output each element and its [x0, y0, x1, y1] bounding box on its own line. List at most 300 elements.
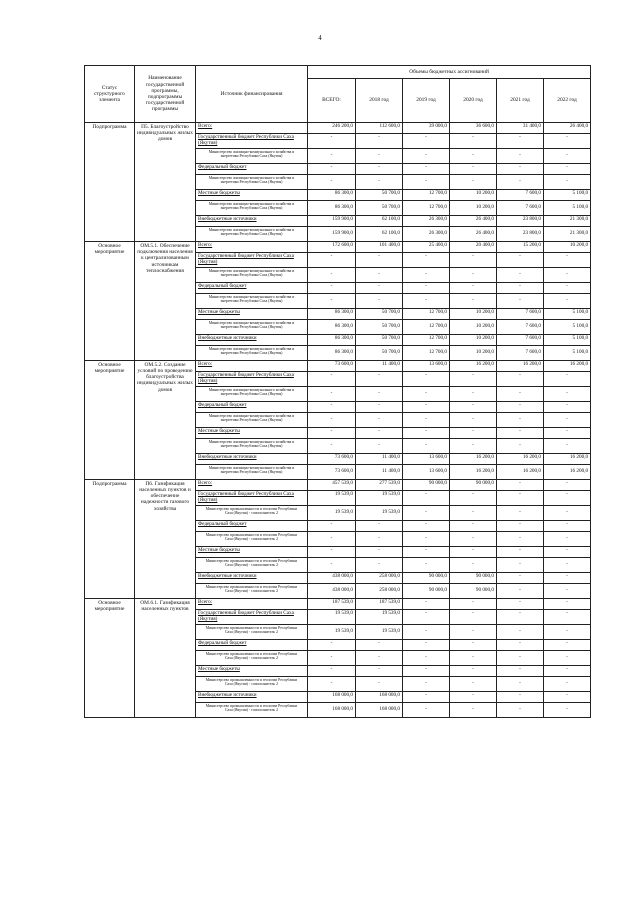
amount-year: 5 100,0 — [544, 189, 591, 200]
amount-year: - — [497, 691, 544, 702]
amount-year: - — [497, 702, 544, 717]
amount-year: 26 400,0 — [544, 123, 591, 134]
page-number: 4 — [318, 34, 322, 42]
amount-total: 86 300,0 — [308, 319, 356, 334]
funding-source: Внебюджетные источники — [196, 334, 308, 345]
amount-year: 39 000,0 — [403, 123, 450, 134]
amount-year: - — [544, 609, 591, 624]
responsible-executor: Министерство жилищно-коммунального хозяйства и энергетики Республики Саха (Якутия) — [196, 345, 308, 360]
amount-year: 21 300,0 — [544, 226, 591, 241]
amount-total: 86 300,0 — [308, 308, 356, 319]
funding-source: Местные бюджеты — [196, 546, 308, 557]
amount-year: - — [403, 505, 450, 520]
amount-year: - — [356, 267, 403, 282]
amount-year: - — [403, 624, 450, 639]
amount-year: 16 200,0 — [544, 453, 591, 464]
funding-source: Местные бюджеты — [196, 665, 308, 676]
funding-source: Федеральный бюджет — [196, 163, 308, 174]
amount-year: 168 000,0 — [356, 702, 403, 717]
table-row — [85, 241, 591, 252]
amount-year: 50 700,0 — [356, 308, 403, 319]
funding-source: Всего: — [196, 598, 308, 609]
amount-year: - — [544, 624, 591, 639]
amount-year: 12 700,0 — [403, 189, 450, 200]
amount-year: 25 400,0 — [403, 241, 450, 252]
amount-year: - — [450, 282, 497, 293]
amount-total: - — [308, 639, 356, 650]
amount-year: - — [450, 557, 497, 572]
amount-year: - — [403, 282, 450, 293]
amount-year: 11 400,0 — [356, 453, 403, 464]
amount-year: 62 100,0 — [356, 215, 403, 226]
amount-year: 5 100,0 — [544, 334, 591, 345]
amount-year: 7 600,0 — [497, 319, 544, 334]
structural-element-status: Основное мероприятие — [85, 598, 135, 717]
amount-total: - — [308, 676, 356, 691]
amount-year: - — [356, 148, 403, 163]
amount-total: 187 539,0 — [308, 598, 356, 609]
amount-year: - — [450, 609, 497, 624]
amount-total: 19 539,0 — [308, 490, 356, 505]
amount-year: 112 600,0 — [356, 123, 403, 134]
amount-year: - — [544, 427, 591, 438]
amount-year: 7 600,0 — [497, 345, 544, 360]
amount-year: - — [403, 531, 450, 546]
funding-source: Государственный бюджет Республики Саха (Якутия) — [196, 371, 308, 386]
amount-year: 62 100,0 — [356, 226, 403, 241]
amount-total: - — [308, 520, 356, 531]
funding-source: Внебюджетные источники — [196, 572, 308, 583]
amount-total: - — [308, 282, 356, 293]
amount-year: - — [450, 665, 497, 676]
amount-year: - — [497, 572, 544, 583]
header-budget-volume: Объемы бюджетных ассигнований — [308, 66, 591, 79]
amount-year: - — [497, 624, 544, 639]
amount-year: - — [497, 665, 544, 676]
amount-year: - — [403, 650, 450, 665]
funding-source: Всего: — [196, 479, 308, 490]
amount-year: - — [450, 252, 497, 267]
responsible-executor: Министерство промышленности и геологии Республики Саха (Якутия) - соисполнитель 2 — [196, 702, 308, 717]
amount-year: 50 700,0 — [356, 319, 403, 334]
amount-year: 50 700,0 — [356, 345, 403, 360]
amount-total: - — [308, 267, 356, 282]
amount-total: - — [308, 293, 356, 308]
amount-year: - — [403, 163, 450, 174]
amount-year: 15 200,0 — [497, 241, 544, 252]
funding-source: Всего: — [196, 123, 308, 134]
amount-year: - — [403, 267, 450, 282]
amount-total: 172 600,0 — [308, 241, 356, 252]
amount-year: - — [403, 665, 450, 676]
amount-year: - — [497, 134, 544, 149]
responsible-executor: Министерство жилищно-коммунального хозяйства и энергетики Республики Саха (Якутия) — [196, 386, 308, 401]
amount-year: - — [497, 282, 544, 293]
amount-year: 50 700,0 — [356, 200, 403, 215]
header-year: 2018 год — [356, 79, 403, 123]
responsible-executor: Министерство промышленности и геологии Республики Саха (Якутия) - соисполнитель 2 — [196, 676, 308, 691]
amount-total: 159 900,0 — [308, 226, 356, 241]
amount-total: 73 600,0 — [308, 360, 356, 371]
amount-year: - — [356, 134, 403, 149]
amount-total: 438 000,0 — [308, 572, 356, 583]
amount-year: 10 200,0 — [450, 345, 497, 360]
amount-total: 168 000,0 — [308, 691, 356, 702]
amount-year: - — [544, 163, 591, 174]
amount-year: - — [497, 412, 544, 427]
amount-year: 90 000,0 — [450, 583, 497, 598]
responsible-executor: Министерство жилищно-коммунального хозяйства и энергетики Республики Саха (Якутия) — [196, 319, 308, 334]
amount-year: - — [356, 412, 403, 427]
amount-total: - — [308, 427, 356, 438]
header-year: 2022 год — [544, 79, 591, 123]
amount-year: 5 100,0 — [544, 200, 591, 215]
amount-total: 168 000,0 — [308, 702, 356, 717]
amount-year: - — [356, 520, 403, 531]
amount-year: - — [450, 401, 497, 412]
amount-year: - — [497, 676, 544, 691]
amount-year: - — [497, 427, 544, 438]
amount-year: - — [497, 163, 544, 174]
funding-source: Государственный бюджет Республики Саха (Якутия) — [196, 252, 308, 267]
amount-year: - — [450, 386, 497, 401]
amount-year: - — [544, 650, 591, 665]
responsible-executor: Министерство жилищно-коммунального хозяйства и энергетики Республики Саха (Якутия) — [196, 267, 308, 282]
amount-year: 10 200,0 — [450, 189, 497, 200]
structural-element-status: Подпрограмма — [85, 479, 135, 598]
amount-year: - — [544, 267, 591, 282]
header-status: Статус структурного элемента — [85, 66, 135, 123]
budget-body — [85, 123, 591, 718]
header-total: ВСЕГО: — [308, 79, 356, 123]
amount-total: 86 300,0 — [308, 345, 356, 360]
amount-year: 12 700,0 — [403, 308, 450, 319]
responsible-executor: Министерство жилищно-коммунального хозяйства и энергетики Республики Саха (Якутия) — [196, 148, 308, 163]
amount-year: 19 539,0 — [356, 609, 403, 624]
funding-source: Государственный бюджет Республики Саха (Якутия) — [196, 490, 308, 505]
amount-year: - — [403, 293, 450, 308]
amount-year: 23 800,0 — [497, 226, 544, 241]
funding-source: Внебюджетные источники — [196, 691, 308, 702]
amount-year: - — [497, 520, 544, 531]
amount-year: 10 200,0 — [450, 319, 497, 334]
amount-year: - — [544, 282, 591, 293]
amount-year: 31 400,0 — [497, 123, 544, 134]
amount-year: 10 200,0 — [450, 200, 497, 215]
amount-year: - — [450, 520, 497, 531]
amount-year: 13 600,0 — [403, 453, 450, 464]
amount-total: - — [308, 371, 356, 386]
responsible-executor: Министерство промышленности и геологии Республики Саха (Якутия) - соисполнитель 2 — [196, 557, 308, 572]
program-name: ОМ.5.2. Создание условий по проведению благоустройства индивидуальных жилых домов — [135, 360, 196, 479]
amount-year: 7 600,0 — [497, 334, 544, 345]
amount-year: 12 700,0 — [403, 334, 450, 345]
amount-year: 7 600,0 — [497, 189, 544, 200]
amount-year: - — [450, 676, 497, 691]
funding-source: Федеральный бюджет — [196, 401, 308, 412]
amount-year: 21 300,0 — [544, 215, 591, 226]
amount-year: - — [403, 134, 450, 149]
amount-year: 258 000,0 — [356, 572, 403, 583]
amount-year: - — [544, 702, 591, 717]
amount-year: - — [403, 490, 450, 505]
amount-year: - — [544, 546, 591, 557]
amount-total: - — [308, 252, 356, 267]
amount-year: 90 000,0 — [403, 479, 450, 490]
amount-year: - — [403, 174, 450, 189]
amount-year: 90 000,0 — [403, 583, 450, 598]
amount-year: - — [450, 267, 497, 282]
amount-total: 86 300,0 — [308, 189, 356, 200]
header-year: 2019 год — [403, 79, 450, 123]
amount-year: - — [450, 546, 497, 557]
amount-year: - — [403, 702, 450, 717]
amount-total: - — [308, 531, 356, 546]
structural-element-status: Основное мероприятие — [85, 241, 135, 360]
amount-year: 168 000,0 — [356, 691, 403, 702]
amount-year: - — [450, 702, 497, 717]
amount-year: - — [544, 438, 591, 453]
structural-element-status: Основное мероприятие — [85, 360, 135, 479]
amount-total: - — [308, 134, 356, 149]
amount-year: - — [450, 598, 497, 609]
amount-year: - — [450, 691, 497, 702]
amount-year: 12 700,0 — [403, 200, 450, 215]
responsible-executor: Министерство жилищно-коммунального хозяйства и энергетики Республики Саха (Якутия) — [196, 412, 308, 427]
amount-year: - — [356, 386, 403, 401]
amount-total: 159 900,0 — [308, 215, 356, 226]
amount-year: - — [544, 252, 591, 267]
amount-year: - — [356, 174, 403, 189]
amount-year: - — [544, 572, 591, 583]
amount-year: 101 400,0 — [356, 241, 403, 252]
amount-year: - — [544, 148, 591, 163]
amount-year: 90 000,0 — [450, 479, 497, 490]
amount-total: 457 539,0 — [308, 479, 356, 490]
amount-year: - — [544, 505, 591, 520]
amount-total: - — [308, 546, 356, 557]
amount-year: - — [544, 479, 591, 490]
amount-year: - — [403, 148, 450, 163]
funding-source: Федеральный бюджет — [196, 639, 308, 650]
funding-source: Федеральный бюджет — [196, 282, 308, 293]
amount-year: - — [356, 546, 403, 557]
amount-year: 13 600,0 — [403, 360, 450, 371]
amount-year: 16 200,0 — [497, 464, 544, 479]
amount-year: - — [356, 557, 403, 572]
funding-source: Всего: — [196, 241, 308, 252]
amount-year: 50 700,0 — [356, 189, 403, 200]
amount-year: 5 100,0 — [544, 308, 591, 319]
funding-source: Внебюджетные источники — [196, 215, 308, 226]
amount-year: - — [403, 401, 450, 412]
amount-total: - — [308, 386, 356, 401]
amount-total: 19 539,0 — [308, 624, 356, 639]
budget-table — [84, 65, 591, 718]
program-name: П6. Газификация населенных пунктов и обеспечение надежности газового хозяйства — [135, 479, 196, 598]
amount-year: - — [544, 293, 591, 308]
table-row — [85, 360, 591, 371]
amount-year: - — [403, 598, 450, 609]
amount-total: 73 600,0 — [308, 464, 356, 479]
amount-year: - — [544, 598, 591, 609]
amount-year: - — [544, 691, 591, 702]
amount-year: - — [544, 134, 591, 149]
amount-year: - — [497, 583, 544, 598]
program-name: ОМ.6.1. Газификация населенных пунктов — [135, 598, 196, 717]
program-name: ОМ.5.1. Обеспечение подключения населения к централизованным источникам теплоснабжения — [135, 241, 196, 360]
amount-year: 5 100,0 — [544, 319, 591, 334]
amount-year: - — [497, 650, 544, 665]
amount-year: - — [356, 282, 403, 293]
amount-year: - — [356, 252, 403, 267]
amount-year: - — [544, 401, 591, 412]
amount-year: 90 000,0 — [403, 572, 450, 583]
amount-year: - — [497, 598, 544, 609]
amount-year: 10 200,0 — [544, 241, 591, 252]
header-year: 2020 год — [450, 79, 497, 123]
table-row — [85, 123, 591, 134]
amount-year: 10 200,0 — [450, 308, 497, 319]
amount-year: - — [356, 293, 403, 308]
amount-year: - — [450, 490, 497, 505]
amount-year: - — [544, 676, 591, 691]
amount-year: 26 400,0 — [450, 226, 497, 241]
amount-year: 12 700,0 — [403, 319, 450, 334]
amount-year: - — [497, 479, 544, 490]
amount-year: - — [403, 639, 450, 650]
program-name: П5. Благоустройство индивидуальных жилых домов — [135, 123, 196, 242]
structural-element-status: Подпрограмма — [85, 123, 135, 242]
amount-year: - — [450, 293, 497, 308]
responsible-executor: Министерство жилищно-коммунального хозяйства и энергетики Республики Саха (Якутия) — [196, 226, 308, 241]
amount-year: - — [403, 557, 450, 572]
amount-year: - — [403, 438, 450, 453]
amount-year: - — [497, 557, 544, 572]
funding-source: Местные бюджеты — [196, 308, 308, 319]
amount-year: - — [356, 438, 403, 453]
amount-year: - — [544, 557, 591, 572]
amount-year: - — [356, 639, 403, 650]
amount-year: 7 600,0 — [497, 308, 544, 319]
amount-year: - — [403, 676, 450, 691]
amount-year: - — [450, 412, 497, 427]
amount-total: - — [308, 148, 356, 163]
amount-year: - — [497, 174, 544, 189]
funding-source: Федеральный бюджет — [196, 520, 308, 531]
amount-year: - — [544, 531, 591, 546]
amount-total: 86 300,0 — [308, 334, 356, 345]
amount-total: - — [308, 665, 356, 676]
amount-total: 73 600,0 — [308, 453, 356, 464]
funding-source: Местные бюджеты — [196, 189, 308, 200]
responsible-executor: Министерство промышленности и геологии Республики Саха (Якутия) - соисполнитель 2 — [196, 531, 308, 546]
funding-source: Местные бюджеты — [196, 427, 308, 438]
amount-total: 246 200,0 — [308, 123, 356, 134]
amount-year: 26 400,0 — [450, 215, 497, 226]
amount-total: 19 539,0 — [308, 505, 356, 520]
amount-year: - — [450, 650, 497, 665]
amount-year: - — [497, 609, 544, 624]
amount-year: - — [544, 490, 591, 505]
amount-year: 12 700,0 — [403, 345, 450, 360]
amount-year: - — [450, 174, 497, 189]
amount-year: - — [497, 386, 544, 401]
amount-total: - — [308, 174, 356, 189]
amount-year: - — [403, 609, 450, 624]
amount-year: - — [497, 531, 544, 546]
amount-total: - — [308, 438, 356, 453]
amount-year: - — [544, 386, 591, 401]
amount-year: 90 000,0 — [450, 572, 497, 583]
amount-year: - — [544, 520, 591, 531]
amount-year: - — [403, 427, 450, 438]
amount-year: 16 200,0 — [450, 360, 497, 371]
amount-year: 16 200,0 — [450, 453, 497, 464]
amount-year: - — [544, 412, 591, 427]
amount-year: - — [403, 386, 450, 401]
amount-year: 16 200,0 — [544, 464, 591, 479]
amount-year: 13 600,0 — [403, 464, 450, 479]
responsible-executor: Министерство промышленности и геологии Республики Саха (Якутия) - соисполнитель 2 — [196, 505, 308, 520]
amount-year: - — [497, 148, 544, 163]
amount-year: 258 000,0 — [356, 583, 403, 598]
amount-year: - — [497, 438, 544, 453]
funding-source: Всего: — [196, 360, 308, 371]
amount-total: - — [308, 401, 356, 412]
responsible-executor: Министерство промышленности и геологии Республики Саха (Якутия) - соисполнитель 2 — [196, 650, 308, 665]
responsible-executor: Министерство промышленности и геологии Республики Саха (Якутия) - соисполнитель 2 — [196, 583, 308, 598]
amount-year: 16 200,0 — [544, 360, 591, 371]
amount-year: - — [356, 163, 403, 174]
amount-year: - — [450, 134, 497, 149]
amount-year: 16 200,0 — [497, 360, 544, 371]
amount-year: 10 200,0 — [450, 334, 497, 345]
amount-year: 23 800,0 — [497, 215, 544, 226]
amount-year: - — [450, 371, 497, 386]
amount-year: - — [497, 490, 544, 505]
amount-year: 7 600,0 — [497, 200, 544, 215]
amount-year: - — [356, 371, 403, 386]
table-row — [85, 479, 591, 490]
amount-year: - — [403, 412, 450, 427]
amount-year: 19 539,0 — [356, 505, 403, 520]
amount-year: - — [403, 691, 450, 702]
amount-year: - — [497, 371, 544, 386]
amount-year: 187 539,0 — [356, 598, 403, 609]
amount-total: - — [308, 650, 356, 665]
amount-year: - — [544, 639, 591, 650]
responsible-executor: Министерство промышленности и геологии Республики Саха (Якутия) - соисполнитель 2 — [196, 624, 308, 639]
amount-year: 19 539,0 — [356, 490, 403, 505]
amount-year: 11 400,0 — [356, 464, 403, 479]
amount-year: 50 700,0 — [356, 334, 403, 345]
table-row — [85, 598, 591, 609]
amount-year: - — [497, 546, 544, 557]
amount-total: - — [308, 163, 356, 174]
funding-source: Внебюджетные источники — [196, 453, 308, 464]
amount-year: - — [450, 148, 497, 163]
header-funding-source: Источник финансирования — [196, 66, 308, 123]
amount-total: 438 000,0 — [308, 583, 356, 598]
amount-year: - — [544, 665, 591, 676]
responsible-executor: Министерство жилищно-коммунального хозяйства и энергетики Республики Саха (Якутия) — [196, 200, 308, 215]
amount-year: 20 400,0 — [450, 241, 497, 252]
amount-year: - — [497, 252, 544, 267]
amount-year: - — [450, 438, 497, 453]
amount-year: - — [356, 665, 403, 676]
amount-year: - — [356, 401, 403, 412]
